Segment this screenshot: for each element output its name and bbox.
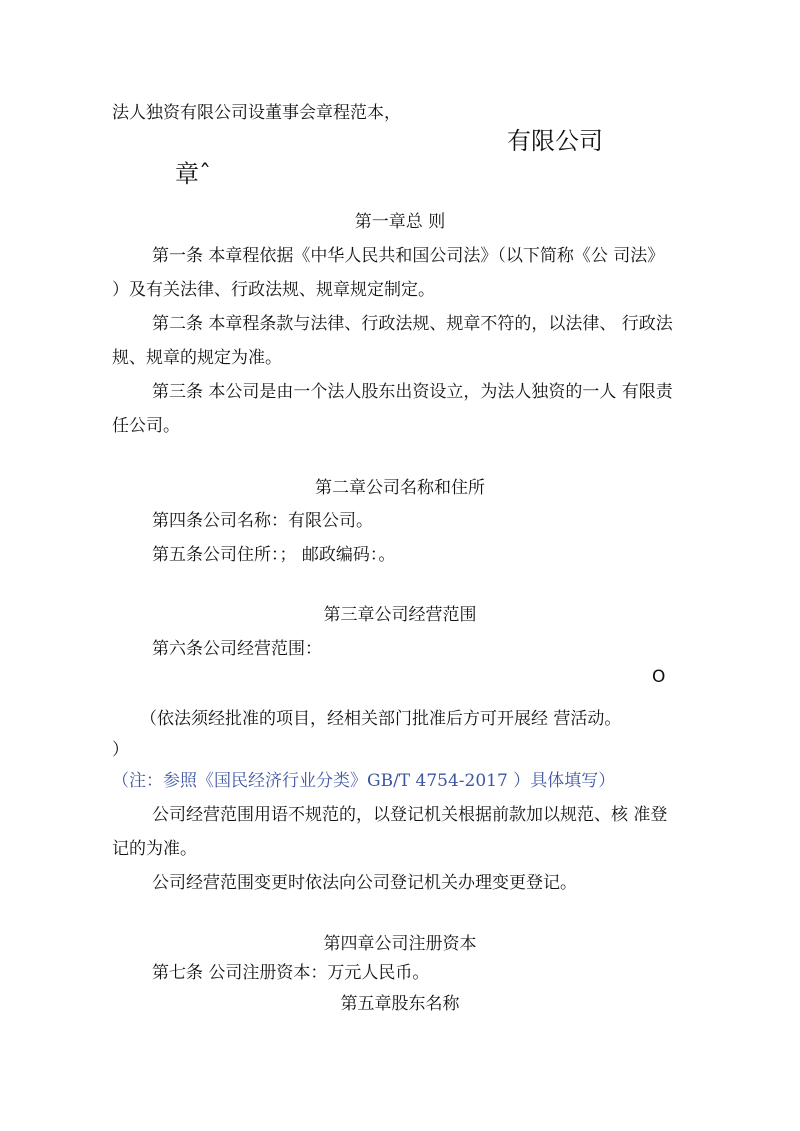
document-title: 法人独资有限公司设董事会章程范本， bbox=[112, 103, 401, 123]
chapter-1-title: 第一章总 则 bbox=[354, 212, 446, 232]
article-3-line-1: 第三条 本公司是由一个法人股东出资设立，为法人独资的一人 有限责 bbox=[152, 382, 673, 402]
article-1-line-2: ）及有关法律、行政法规、规章规定制定。 bbox=[112, 280, 435, 300]
article-5: 第五条公司住所：； 邮政编码：。 bbox=[152, 545, 396, 565]
article-6: 第六条公司经营范围： bbox=[152, 639, 322, 659]
article-2-line-2: 规、规章的规定为准。 bbox=[112, 348, 282, 368]
chapter-3-title: 第三章公司经营范围 bbox=[323, 605, 477, 625]
chapter-2-title: 第二章公司名称和住所 bbox=[315, 478, 485, 498]
blank-mark: O bbox=[652, 667, 666, 687]
scope-paragraph-1-line-1: 公司经营范围用语不规范的，以登记机关根据前款加以规范、核 准登 bbox=[152, 805, 668, 825]
article-7: 第七条 公司注册资本：万元人民币。 bbox=[152, 963, 430, 983]
scope-paragraph-1-line-2: 记的为准。 bbox=[112, 839, 197, 859]
approval-note-line-2: ） bbox=[112, 740, 129, 760]
industry-classification-note: （注：参照《国民经济行业分类》GB/T 4754-2017 ）具体填写） bbox=[112, 771, 616, 791]
article-1-line-1: 第一条 本章程依据《中华人民共和国公司法》（以下简称《公 司法》 bbox=[152, 246, 665, 266]
charter-heading: 章ˆ bbox=[175, 160, 211, 188]
company-name-suffix: 有限公司 bbox=[507, 127, 603, 155]
approval-note-line-1: （依法须经批准的项目，经相关部门批准后方可开展经 营活动。 bbox=[140, 709, 622, 729]
chapter-5-title: 第五章股东名称 bbox=[340, 994, 460, 1014]
article-3-line-2: 任公司。 bbox=[112, 416, 180, 436]
chapter-4-title: 第四章公司注册资本 bbox=[323, 934, 477, 954]
article-2-line-1: 第二条 本章程条款与法律、行政法规、规章不符的，以法律、 行政法 bbox=[152, 314, 673, 334]
article-4: 第四条公司名称：有限公司。 bbox=[152, 511, 373, 531]
scope-paragraph-2: 公司经营范围变更时依法向公司登记机关办理变更登记。 bbox=[152, 873, 577, 893]
